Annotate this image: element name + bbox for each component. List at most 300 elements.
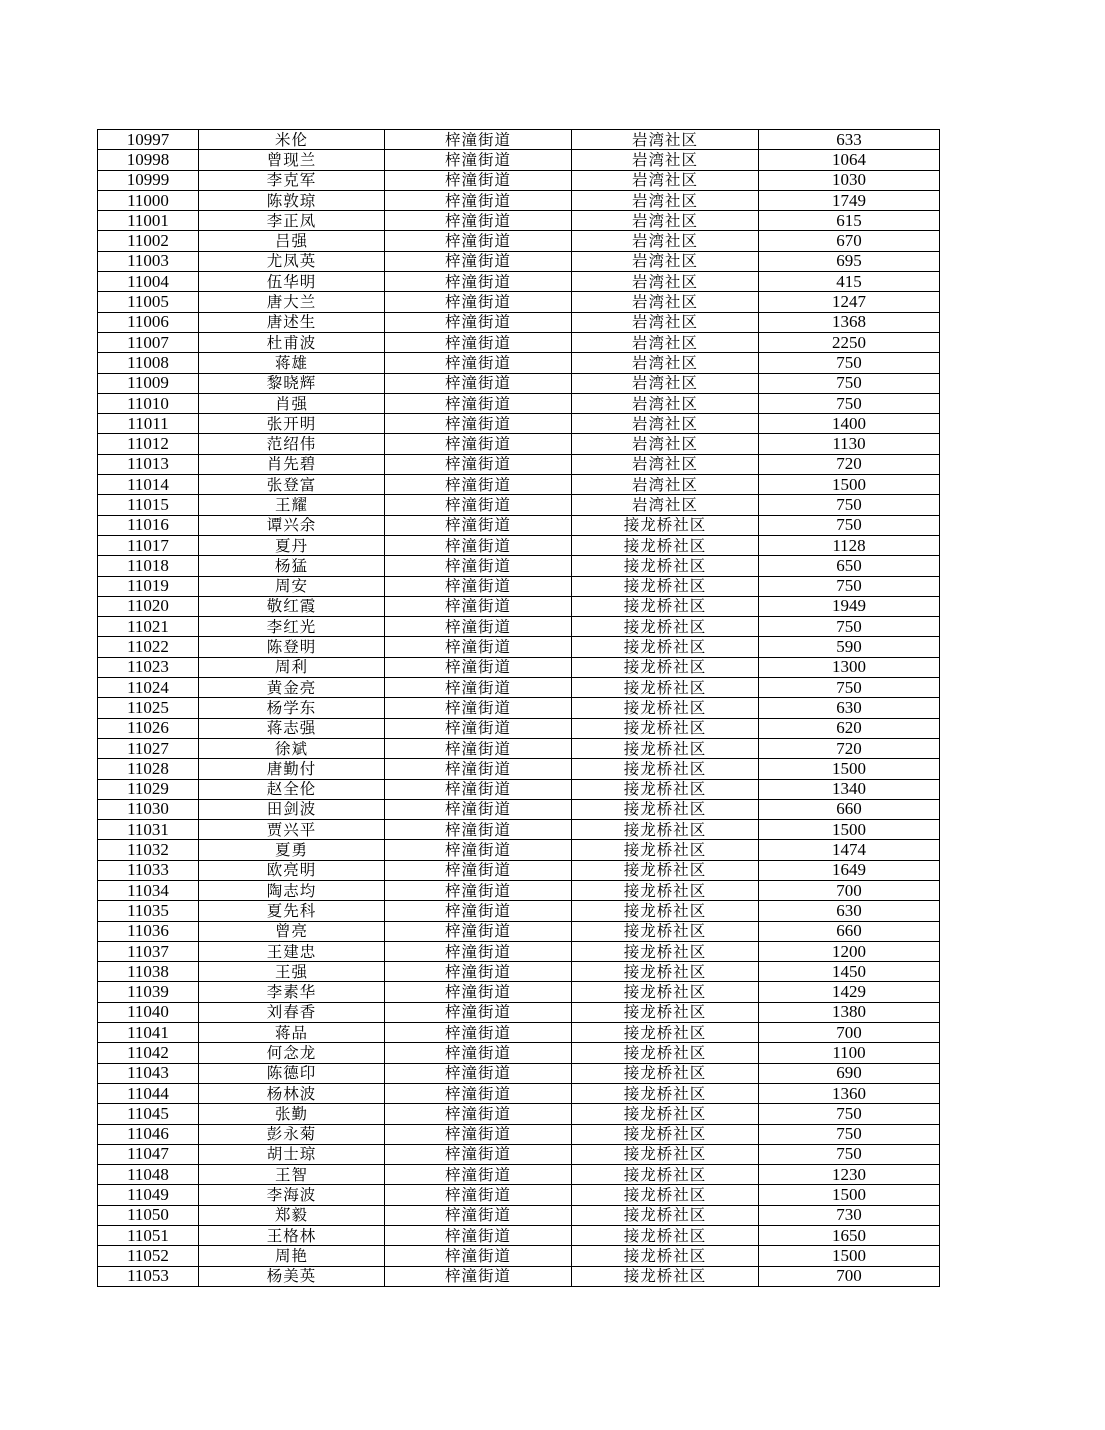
table-row [98, 738, 940, 758]
person-name-cell: 杨美英 [199, 1266, 385, 1286]
person-name-cell: 黄金亮 [199, 678, 385, 698]
table-row [98, 332, 940, 352]
table-row [98, 556, 940, 576]
table-row [98, 495, 940, 515]
row-number-cell: 11037 [98, 941, 199, 961]
row-number-cell: 11020 [98, 596, 199, 616]
row-number-cell: 11004 [98, 272, 199, 292]
table-row [98, 414, 940, 434]
row-number-cell: 11026 [98, 718, 199, 738]
community-cell: 接龙桥社区 [572, 698, 759, 718]
row-number-cell: 11013 [98, 454, 199, 474]
row-number-cell: 11044 [98, 1083, 199, 1103]
table-row [98, 698, 940, 718]
row-number-cell: 11022 [98, 637, 199, 657]
amount-cell: 590 [759, 637, 940, 657]
community-cell: 岩湾社区 [572, 211, 759, 231]
person-name-cell: 陈德印 [199, 1063, 385, 1083]
row-number-cell: 11039 [98, 982, 199, 1002]
amount-cell: 1500 [759, 1246, 940, 1266]
person-name-cell: 黎晓辉 [199, 373, 385, 393]
community-cell: 接龙桥社区 [572, 820, 759, 840]
community-cell: 接龙桥社区 [572, 880, 759, 900]
table-row [98, 637, 940, 657]
street-cell: 梓潼街道 [385, 1043, 572, 1063]
person-name-cell: 何念龙 [199, 1043, 385, 1063]
table-row [98, 779, 940, 799]
amount-cell: 620 [759, 718, 940, 738]
community-cell: 接龙桥社区 [572, 515, 759, 535]
amount-cell: 700 [759, 880, 940, 900]
amount-cell: 1400 [759, 414, 940, 434]
person-name-cell: 王强 [199, 962, 385, 982]
person-name-cell: 周艳 [199, 1246, 385, 1266]
table-row [98, 434, 940, 454]
street-cell: 梓潼街道 [385, 596, 572, 616]
table-row [98, 657, 940, 677]
amount-cell: 750 [759, 393, 940, 413]
roster-table-body [98, 130, 940, 1287]
roster-table [97, 129, 940, 1287]
row-number-cell: 11038 [98, 962, 199, 982]
amount-cell: 750 [759, 617, 940, 637]
community-cell: 岩湾社区 [572, 353, 759, 373]
row-number-cell: 11031 [98, 820, 199, 840]
amount-cell: 1474 [759, 840, 940, 860]
person-name-cell: 夏丹 [199, 535, 385, 555]
person-name-cell: 王智 [199, 1165, 385, 1185]
table-row [98, 1226, 940, 1246]
row-number-cell: 11019 [98, 576, 199, 596]
community-cell: 接龙桥社区 [572, 901, 759, 921]
table-row [98, 718, 940, 738]
community-cell: 接龙桥社区 [572, 1205, 759, 1225]
street-cell: 梓潼街道 [385, 880, 572, 900]
amount-cell: 650 [759, 556, 940, 576]
row-number-cell: 11033 [98, 860, 199, 880]
person-name-cell: 李红光 [199, 617, 385, 637]
amount-cell: 750 [759, 353, 940, 373]
table-row [98, 1205, 940, 1225]
amount-cell: 1130 [759, 434, 940, 454]
table-row [98, 1104, 940, 1124]
community-cell: 接龙桥社区 [572, 860, 759, 880]
street-cell: 梓潼街道 [385, 170, 572, 190]
amount-cell: 1128 [759, 535, 940, 555]
amount-cell: 750 [759, 678, 940, 698]
street-cell: 梓潼街道 [385, 515, 572, 535]
person-name-cell: 杨学东 [199, 698, 385, 718]
person-name-cell: 赵全伦 [199, 779, 385, 799]
amount-cell: 750 [759, 1144, 940, 1164]
street-cell: 梓潼街道 [385, 1185, 572, 1205]
street-cell: 梓潼街道 [385, 535, 572, 555]
community-cell: 接龙桥社区 [572, 617, 759, 637]
table-row [98, 393, 940, 413]
street-cell: 梓潼街道 [385, 799, 572, 819]
street-cell: 梓潼街道 [385, 1246, 572, 1266]
street-cell: 梓潼街道 [385, 1165, 572, 1185]
table-row [98, 231, 940, 251]
person-name-cell: 王耀 [199, 495, 385, 515]
row-number-cell: 11053 [98, 1266, 199, 1286]
row-number-cell: 11002 [98, 231, 199, 251]
person-name-cell: 李克军 [199, 170, 385, 190]
row-number-cell: 11030 [98, 799, 199, 819]
amount-cell: 1300 [759, 657, 940, 677]
community-cell: 接龙桥社区 [572, 1043, 759, 1063]
street-cell: 梓潼街道 [385, 211, 572, 231]
person-name-cell: 杨猛 [199, 556, 385, 576]
community-cell: 岩湾社区 [572, 454, 759, 474]
row-number-cell: 11042 [98, 1043, 199, 1063]
amount-cell: 660 [759, 799, 940, 819]
street-cell: 梓潼街道 [385, 393, 572, 413]
person-name-cell: 贾兴平 [199, 820, 385, 840]
table-row [98, 1144, 940, 1164]
street-cell: 梓潼街道 [385, 353, 572, 373]
amount-cell: 750 [759, 495, 940, 515]
community-cell: 接龙桥社区 [572, 1246, 759, 1266]
community-cell: 岩湾社区 [572, 231, 759, 251]
amount-cell: 615 [759, 211, 940, 231]
row-number-cell: 11015 [98, 495, 199, 515]
amount-cell: 415 [759, 272, 940, 292]
amount-cell: 660 [759, 921, 940, 941]
amount-cell: 1649 [759, 860, 940, 880]
table-row [98, 1063, 940, 1083]
person-name-cell: 李海波 [199, 1185, 385, 1205]
person-name-cell: 蒋志强 [199, 718, 385, 738]
community-cell: 接龙桥社区 [572, 1063, 759, 1083]
table-row [98, 678, 940, 698]
community-cell: 接龙桥社区 [572, 1266, 759, 1286]
street-cell: 梓潼街道 [385, 251, 572, 271]
street-cell: 梓潼街道 [385, 657, 572, 677]
row-number-cell: 11047 [98, 1144, 199, 1164]
row-number-cell: 11016 [98, 515, 199, 535]
community-cell: 岩湾社区 [572, 130, 759, 150]
table-row [98, 130, 940, 150]
person-name-cell: 敬红霞 [199, 596, 385, 616]
street-cell: 梓潼街道 [385, 312, 572, 332]
person-name-cell: 张开明 [199, 414, 385, 434]
street-cell: 梓潼街道 [385, 1104, 572, 1124]
street-cell: 梓潼街道 [385, 718, 572, 738]
street-cell: 梓潼街道 [385, 434, 572, 454]
row-number-cell: 11018 [98, 556, 199, 576]
community-cell: 岩湾社区 [572, 332, 759, 352]
person-name-cell: 田剑波 [199, 799, 385, 819]
community-cell: 岩湾社区 [572, 475, 759, 495]
row-number-cell: 11032 [98, 840, 199, 860]
amount-cell: 700 [759, 1266, 940, 1286]
street-cell: 梓潼街道 [385, 454, 572, 474]
community-cell: 岩湾社区 [572, 393, 759, 413]
street-cell: 梓潼街道 [385, 779, 572, 799]
street-cell: 梓潼街道 [385, 1063, 572, 1083]
community-cell: 岩湾社区 [572, 414, 759, 434]
amount-cell: 1064 [759, 150, 940, 170]
person-name-cell: 王格林 [199, 1226, 385, 1246]
table-row [98, 901, 940, 921]
person-name-cell: 唐勤付 [199, 759, 385, 779]
street-cell: 梓潼街道 [385, 840, 572, 860]
row-number-cell: 11028 [98, 759, 199, 779]
amount-cell: 1230 [759, 1165, 940, 1185]
street-cell: 梓潼街道 [385, 698, 572, 718]
row-number-cell: 11050 [98, 1205, 199, 1225]
community-cell: 接龙桥社区 [572, 941, 759, 961]
community-cell: 接龙桥社区 [572, 535, 759, 555]
community-cell: 接龙桥社区 [572, 779, 759, 799]
row-number-cell: 11023 [98, 657, 199, 677]
table-row [98, 251, 940, 271]
amount-cell: 1500 [759, 475, 940, 495]
person-name-cell: 曾现兰 [199, 150, 385, 170]
row-number-cell: 11017 [98, 535, 199, 555]
table-row [98, 150, 940, 170]
street-cell: 梓潼街道 [385, 130, 572, 150]
table-row [98, 860, 940, 880]
amount-cell: 1340 [759, 779, 940, 799]
street-cell: 梓潼街道 [385, 475, 572, 495]
community-cell: 接龙桥社区 [572, 596, 759, 616]
row-number-cell: 11036 [98, 921, 199, 941]
community-cell: 接龙桥社区 [572, 1083, 759, 1103]
street-cell: 梓潼街道 [385, 150, 572, 170]
community-cell: 接龙桥社区 [572, 637, 759, 657]
community-cell: 接龙桥社区 [572, 799, 759, 819]
street-cell: 梓潼街道 [385, 1023, 572, 1043]
table-row [98, 1266, 940, 1286]
community-cell: 岩湾社区 [572, 292, 759, 312]
amount-cell: 2250 [759, 332, 940, 352]
street-cell: 梓潼街道 [385, 1266, 572, 1286]
community-cell: 接龙桥社区 [572, 1002, 759, 1022]
table-row [98, 272, 940, 292]
table-row [98, 840, 940, 860]
street-cell: 梓潼街道 [385, 373, 572, 393]
amount-cell: 1429 [759, 982, 940, 1002]
community-cell: 接龙桥社区 [572, 840, 759, 860]
community-cell: 接龙桥社区 [572, 1144, 759, 1164]
person-name-cell: 蒋雄 [199, 353, 385, 373]
table-row [98, 1165, 940, 1185]
community-cell: 接龙桥社区 [572, 678, 759, 698]
person-name-cell: 欧亮明 [199, 860, 385, 880]
person-name-cell: 唐述生 [199, 312, 385, 332]
person-name-cell: 张勤 [199, 1104, 385, 1124]
street-cell: 梓潼街道 [385, 272, 572, 292]
person-name-cell: 陶志均 [199, 880, 385, 900]
row-number-cell: 10997 [98, 130, 199, 150]
street-cell: 梓潼街道 [385, 576, 572, 596]
table-row [98, 962, 940, 982]
street-cell: 梓潼街道 [385, 1002, 572, 1022]
street-cell: 梓潼街道 [385, 921, 572, 941]
street-cell: 梓潼街道 [385, 759, 572, 779]
street-cell: 梓潼街道 [385, 901, 572, 921]
street-cell: 梓潼街道 [385, 982, 572, 1002]
row-number-cell: 11048 [98, 1165, 199, 1185]
table-row [98, 820, 940, 840]
table-row [98, 617, 940, 637]
community-cell: 接龙桥社区 [572, 921, 759, 941]
amount-cell: 1030 [759, 170, 940, 190]
street-cell: 梓潼街道 [385, 414, 572, 434]
amount-cell: 1650 [759, 1226, 940, 1246]
table-row [98, 1023, 940, 1043]
person-name-cell: 李素华 [199, 982, 385, 1002]
person-name-cell: 夏先科 [199, 901, 385, 921]
table-row [98, 535, 940, 555]
person-name-cell: 吕强 [199, 231, 385, 251]
amount-cell: 750 [759, 515, 940, 535]
amount-cell: 720 [759, 454, 940, 474]
row-number-cell: 11011 [98, 414, 199, 434]
community-cell: 接龙桥社区 [572, 556, 759, 576]
table-row [98, 1002, 940, 1022]
row-number-cell: 11008 [98, 353, 199, 373]
street-cell: 梓潼街道 [385, 678, 572, 698]
table-row [98, 515, 940, 535]
person-name-cell: 刘春香 [199, 1002, 385, 1022]
community-cell: 岩湾社区 [572, 170, 759, 190]
row-number-cell: 11051 [98, 1226, 199, 1246]
table-row [98, 1246, 940, 1266]
table-row [98, 880, 940, 900]
person-name-cell: 周安 [199, 576, 385, 596]
street-cell: 梓潼街道 [385, 231, 572, 251]
street-cell: 梓潼街道 [385, 860, 572, 880]
community-cell: 岩湾社区 [572, 434, 759, 454]
amount-cell: 750 [759, 576, 940, 596]
row-number-cell: 11027 [98, 738, 199, 758]
community-cell: 接龙桥社区 [572, 1165, 759, 1185]
person-name-cell: 陈敦琼 [199, 190, 385, 210]
person-name-cell: 陈登明 [199, 637, 385, 657]
community-cell: 岩湾社区 [572, 373, 759, 393]
community-cell: 岩湾社区 [572, 190, 759, 210]
person-name-cell: 谭兴余 [199, 515, 385, 535]
community-cell: 岩湾社区 [572, 150, 759, 170]
person-name-cell: 杨林波 [199, 1083, 385, 1103]
amount-cell: 750 [759, 1104, 940, 1124]
row-number-cell: 11014 [98, 475, 199, 495]
community-cell: 接龙桥社区 [572, 1185, 759, 1205]
amount-cell: 1500 [759, 820, 940, 840]
person-name-cell: 王建忠 [199, 941, 385, 961]
table-row [98, 312, 940, 332]
table-row [98, 353, 940, 373]
person-name-cell: 曾亮 [199, 921, 385, 941]
row-number-cell: 11052 [98, 1246, 199, 1266]
row-number-cell: 11025 [98, 698, 199, 718]
row-number-cell: 11034 [98, 880, 199, 900]
person-name-cell: 肖强 [199, 393, 385, 413]
street-cell: 梓潼街道 [385, 292, 572, 312]
row-number-cell: 11049 [98, 1185, 199, 1205]
row-number-cell: 11000 [98, 190, 199, 210]
row-number-cell: 11046 [98, 1124, 199, 1144]
community-cell: 岩湾社区 [572, 251, 759, 271]
street-cell: 梓潼街道 [385, 962, 572, 982]
row-number-cell: 11041 [98, 1023, 199, 1043]
row-number-cell: 11001 [98, 211, 199, 231]
person-name-cell: 周利 [199, 657, 385, 677]
person-name-cell: 范绍伟 [199, 434, 385, 454]
row-number-cell: 11021 [98, 617, 199, 637]
street-cell: 梓潼街道 [385, 1124, 572, 1144]
community-cell: 接龙桥社区 [572, 576, 759, 596]
community-cell: 接龙桥社区 [572, 982, 759, 1002]
person-name-cell: 夏勇 [199, 840, 385, 860]
row-number-cell: 11040 [98, 1002, 199, 1022]
table-row [98, 921, 940, 941]
person-name-cell: 尤凤英 [199, 251, 385, 271]
street-cell: 梓潼街道 [385, 1205, 572, 1225]
community-cell: 岩湾社区 [572, 272, 759, 292]
table-row [98, 475, 940, 495]
amount-cell: 700 [759, 1023, 940, 1043]
amount-cell: 750 [759, 373, 940, 393]
table-row [98, 190, 940, 210]
row-number-cell: 11007 [98, 332, 199, 352]
street-cell: 梓潼街道 [385, 941, 572, 961]
table-row [98, 170, 940, 190]
amount-cell: 1749 [759, 190, 940, 210]
street-cell: 梓潼街道 [385, 556, 572, 576]
community-cell: 接龙桥社区 [572, 738, 759, 758]
street-cell: 梓潼街道 [385, 637, 572, 657]
community-cell: 接龙桥社区 [572, 1124, 759, 1144]
community-cell: 接龙桥社区 [572, 1104, 759, 1124]
amount-cell: 1380 [759, 1002, 940, 1022]
street-cell: 梓潼街道 [385, 1083, 572, 1103]
community-cell: 岩湾社区 [572, 312, 759, 332]
row-number-cell: 11005 [98, 292, 199, 312]
street-cell: 梓潼街道 [385, 617, 572, 637]
row-number-cell: 10998 [98, 150, 199, 170]
row-number-cell: 11010 [98, 393, 199, 413]
table-row [98, 454, 940, 474]
row-number-cell: 11043 [98, 1063, 199, 1083]
amount-cell: 630 [759, 901, 940, 921]
person-name-cell: 张登富 [199, 475, 385, 495]
row-number-cell: 11003 [98, 251, 199, 271]
amount-cell: 1200 [759, 941, 940, 961]
person-name-cell: 肖先碧 [199, 454, 385, 474]
street-cell: 梓潼街道 [385, 1144, 572, 1164]
community-cell: 接龙桥社区 [572, 1226, 759, 1246]
row-number-cell: 11012 [98, 434, 199, 454]
street-cell: 梓潼街道 [385, 190, 572, 210]
amount-cell: 1360 [759, 1083, 940, 1103]
row-number-cell: 10999 [98, 170, 199, 190]
street-cell: 梓潼街道 [385, 495, 572, 515]
community-cell: 接龙桥社区 [572, 718, 759, 738]
amount-cell: 720 [759, 738, 940, 758]
person-name-cell: 伍华明 [199, 272, 385, 292]
table-row [98, 982, 940, 1002]
amount-cell: 1949 [759, 596, 940, 616]
table-row [98, 759, 940, 779]
row-number-cell: 11029 [98, 779, 199, 799]
row-number-cell: 11035 [98, 901, 199, 921]
table-row [98, 1043, 940, 1063]
community-cell: 接龙桥社区 [572, 962, 759, 982]
